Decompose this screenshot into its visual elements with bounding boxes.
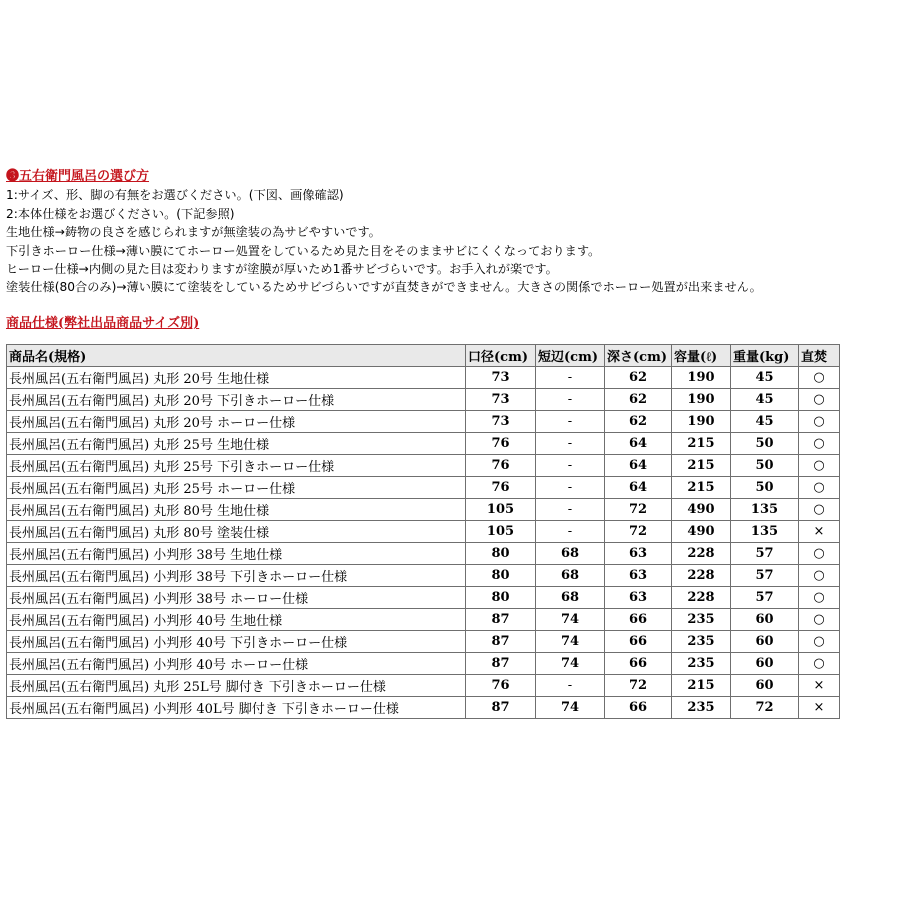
column-header-name: 商品名(規格) <box>7 345 466 367</box>
cell-short-side: 68 <box>536 543 605 565</box>
cell-direct-fire: × <box>799 697 840 719</box>
table-row <box>7 653 840 675</box>
cell-name: 長州風呂(五右衛門風呂) 丸形 25号 生地仕様 <box>7 433 466 455</box>
cell-short-side: - <box>536 499 605 521</box>
cell-name: 長州風呂(五右衛門風呂) 小判形 38号 ホーロー仕様 <box>7 587 466 609</box>
cell-direct-fire: ○ <box>799 565 840 587</box>
cell-depth: 72 <box>605 499 672 521</box>
cell-depth: 66 <box>605 609 672 631</box>
guide-title: ❸五右衛門風呂の選び方 <box>6 169 150 184</box>
column-header-depth: 深さ(cm) <box>605 345 672 367</box>
cell-depth: 72 <box>605 675 672 697</box>
cell-diameter: 76 <box>466 455 536 477</box>
cell-capacity: 235 <box>672 653 731 675</box>
cell-depth: 63 <box>605 565 672 587</box>
cell-weight: 50 <box>731 433 799 455</box>
cell-weight: 45 <box>731 367 799 389</box>
cell-diameter: 76 <box>466 675 536 697</box>
cell-capacity: 215 <box>672 433 731 455</box>
cell-weight: 60 <box>731 653 799 675</box>
cell-direct-fire: ○ <box>799 389 840 411</box>
cell-name: 長州風呂(五右衛門風呂) 丸形 20号 生地仕様 <box>7 367 466 389</box>
cell-name: 長州風呂(五右衛門風呂) 小判形 40L号 脚付き 下引きホーロー仕様 <box>7 697 466 719</box>
table-row <box>7 609 840 631</box>
cell-short-side: - <box>536 675 605 697</box>
column-header-weight: 重量(kg) <box>731 345 799 367</box>
table-row <box>7 477 840 499</box>
guide-line: 塗装仕様(80合のみ)→薄い膜にて塗装をしているためサビづらいですが直焚きができません。大きさの関係でホーロー処置が出来ません。 <box>6 280 762 295</box>
cell-weight: 135 <box>731 499 799 521</box>
cell-short-side: - <box>536 455 605 477</box>
cell-depth: 62 <box>605 389 672 411</box>
cell-depth: 64 <box>605 477 672 499</box>
cell-name: 長州風呂(五右衛門風呂) 丸形 25号 下引きホーロー仕様 <box>7 455 466 477</box>
cell-depth: 64 <box>605 433 672 455</box>
selection-guide <box>6 168 896 297</box>
cell-direct-fire: ○ <box>799 631 840 653</box>
cell-weight: 50 <box>731 455 799 477</box>
cell-diameter: 87 <box>466 631 536 653</box>
table-row <box>7 543 840 565</box>
cell-capacity: 215 <box>672 477 731 499</box>
cell-diameter: 87 <box>466 609 536 631</box>
cell-weight: 72 <box>731 697 799 719</box>
table-row <box>7 697 840 719</box>
column-header-direct-fire: 直焚 <box>799 345 840 367</box>
cell-name: 長州風呂(五右衛門風呂) 小判形 40号 生地仕様 <box>7 609 466 631</box>
cell-direct-fire: ○ <box>799 433 840 455</box>
cell-depth: 62 <box>605 411 672 433</box>
cell-diameter: 76 <box>466 477 536 499</box>
cell-short-side: 68 <box>536 565 605 587</box>
table-row <box>7 631 840 653</box>
cell-weight: 60 <box>731 675 799 697</box>
cell-direct-fire: ○ <box>799 587 840 609</box>
table-body <box>7 367 840 719</box>
cell-direct-fire: ○ <box>799 609 840 631</box>
cell-capacity: 228 <box>672 587 731 609</box>
table-row <box>7 499 840 521</box>
cell-direct-fire: ○ <box>799 477 840 499</box>
cell-depth: 62 <box>605 367 672 389</box>
cell-name: 長州風呂(五右衛門風呂) 小判形 38号 下引きホーロー仕様 <box>7 565 466 587</box>
cell-name: 長州風呂(五右衛門風呂) 丸形 25L号 脚付き 下引きホーロー仕様 <box>7 675 466 697</box>
cell-short-side: 74 <box>536 631 605 653</box>
guide-line: ヒーロー仕様→内側の見た目は変わりますが塗膜が厚いため1番サビづらいです。お手入れが楽です。 <box>6 262 558 277</box>
cell-diameter: 87 <box>466 653 536 675</box>
cell-direct-fire: ○ <box>799 499 840 521</box>
cell-depth: 64 <box>605 455 672 477</box>
cell-name: 長州風呂(五右衛門風呂) 小判形 40号 ホーロー仕様 <box>7 653 466 675</box>
cell-capacity: 490 <box>672 499 731 521</box>
cell-diameter: 73 <box>466 367 536 389</box>
table-row <box>7 675 840 697</box>
column-header-capacity: 容量(ℓ) <box>672 345 731 367</box>
cell-short-side: - <box>536 411 605 433</box>
cell-name: 長州風呂(五右衛門風呂) 丸形 80号 生地仕様 <box>7 499 466 521</box>
cell-short-side: - <box>536 477 605 499</box>
cell-short-side: 74 <box>536 609 605 631</box>
cell-short-side: - <box>536 521 605 543</box>
cell-weight: 57 <box>731 543 799 565</box>
cell-diameter: 73 <box>466 389 536 411</box>
cell-depth: 66 <box>605 631 672 653</box>
cell-capacity: 228 <box>672 565 731 587</box>
cell-direct-fire: × <box>799 521 840 543</box>
cell-diameter: 80 <box>466 543 536 565</box>
column-header-short-side: 短辺(cm) <box>536 345 605 367</box>
cell-capacity: 235 <box>672 631 731 653</box>
table-row <box>7 367 840 389</box>
cell-capacity: 490 <box>672 521 731 543</box>
cell-diameter: 105 <box>466 521 536 543</box>
cell-capacity: 215 <box>672 675 731 697</box>
cell-weight: 50 <box>731 477 799 499</box>
cell-short-side: - <box>536 389 605 411</box>
cell-diameter: 73 <box>466 411 536 433</box>
cell-name: 長州風呂(五右衛門風呂) 丸形 80号 塗装仕様 <box>7 521 466 543</box>
cell-short-side: 68 <box>536 587 605 609</box>
cell-weight: 57 <box>731 587 799 609</box>
table-row <box>7 389 840 411</box>
cell-name: 長州風呂(五右衛門風呂) 丸形 25号 ホーロー仕様 <box>7 477 466 499</box>
cell-weight: 45 <box>731 389 799 411</box>
cell-diameter: 80 <box>466 565 536 587</box>
cell-short-side: 74 <box>536 697 605 719</box>
cell-capacity: 190 <box>672 389 731 411</box>
cell-weight: 57 <box>731 565 799 587</box>
cell-direct-fire: ○ <box>799 411 840 433</box>
cell-direct-fire: ○ <box>799 455 840 477</box>
table-header-row <box>7 345 840 367</box>
cell-name: 長州風呂(五右衛門風呂) 小判形 40号 下引きホーロー仕様 <box>7 631 466 653</box>
cell-depth: 66 <box>605 653 672 675</box>
guide-line: 下引きホーロー仕様→薄い膜にてホーロー処置をしているため見た目をそのままサビにくくなっております。 <box>6 243 601 258</box>
cell-diameter: 105 <box>466 499 536 521</box>
cell-direct-fire: ○ <box>799 653 840 675</box>
cell-diameter: 87 <box>466 697 536 719</box>
spec-table <box>6 344 840 719</box>
cell-capacity: 228 <box>672 543 731 565</box>
cell-capacity: 215 <box>672 455 731 477</box>
cell-name: 長州風呂(五右衛門風呂) 丸形 20号 ホーロー仕様 <box>7 411 466 433</box>
column-header-diameter: 口径(cm) <box>466 345 536 367</box>
cell-weight: 135 <box>731 521 799 543</box>
cell-capacity: 235 <box>672 609 731 631</box>
cell-depth: 63 <box>605 543 672 565</box>
table-row <box>7 433 840 455</box>
cell-direct-fire: × <box>799 675 840 697</box>
cell-capacity: 190 <box>672 411 731 433</box>
spec-title: 商品仕様(弊社出品商品サイズ別) <box>6 316 200 331</box>
cell-direct-fire: ○ <box>799 367 840 389</box>
cell-weight: 45 <box>731 411 799 433</box>
table-row <box>7 411 840 433</box>
cell-direct-fire: ○ <box>799 543 840 565</box>
cell-depth: 72 <box>605 521 672 543</box>
cell-capacity: 235 <box>672 697 731 719</box>
cell-name: 長州風呂(五右衛門風呂) 丸形 20号 下引きホーロー仕様 <box>7 389 466 411</box>
cell-weight: 60 <box>731 631 799 653</box>
table-row <box>7 455 840 477</box>
guide-line: 2:本体仕様をお選びください。(下記参照) <box>6 206 235 221</box>
table-row <box>7 587 840 609</box>
cell-short-side: - <box>536 367 605 389</box>
cell-diameter: 76 <box>466 433 536 455</box>
cell-diameter: 80 <box>466 587 536 609</box>
table-row <box>7 521 840 543</box>
cell-short-side: 74 <box>536 653 605 675</box>
cell-short-side: - <box>536 433 605 455</box>
guide-line: 1:サイズ、形、脚の有無をお選びください。(下図、画像確認) <box>6 188 344 203</box>
cell-capacity: 190 <box>672 367 731 389</box>
cell-name: 長州風呂(五右衛門風呂) 小判形 38号 生地仕様 <box>7 543 466 565</box>
cell-weight: 60 <box>731 609 799 631</box>
guide-line: 生地仕様→鋳物の良さを感じられますが無塗装の為サビやすいです。 <box>6 225 381 240</box>
cell-depth: 66 <box>605 697 672 719</box>
table-row <box>7 565 840 587</box>
cell-depth: 63 <box>605 587 672 609</box>
